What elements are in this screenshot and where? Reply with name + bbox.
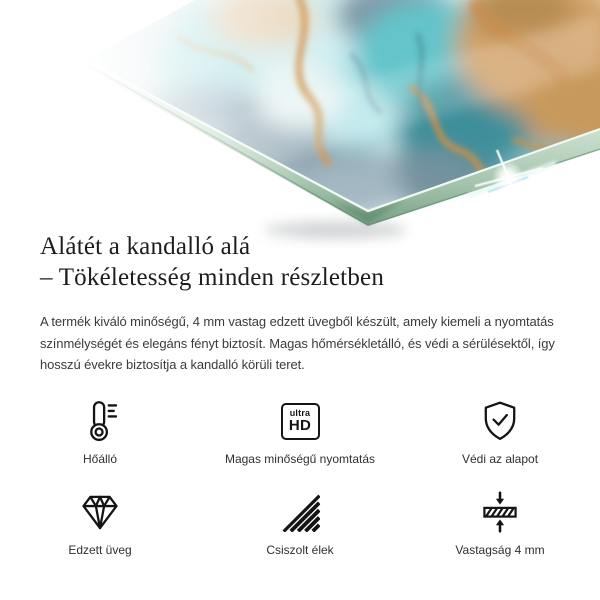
- feature-polished-edges: [200, 489, 400, 558]
- page-title-line2: – Tökéletesség minden részletben: [40, 264, 385, 291]
- glass-panel-image: [0, 0, 600, 250]
- thermometer-icon: [78, 398, 122, 444]
- feature-tempered-glass: [0, 489, 200, 558]
- feature-print-quality: [200, 398, 400, 467]
- ultra-hd-bottom-text: HD: [288, 417, 312, 434]
- product-photo: [0, 0, 600, 250]
- page-title-line1: Alátét a kandalló alá: [40, 233, 251, 260]
- feature-base-protection: [400, 398, 600, 467]
- feature-label: Edzett üveg: [68, 543, 132, 557]
- photo-fade: [0, 0, 310, 250]
- feature-label: Csiszolt élek: [266, 543, 334, 557]
- feature-heat-resistant: [0, 398, 200, 467]
- feature-thickness: [400, 489, 600, 558]
- feature-label: Magas minőségű nyomtatás: [224, 452, 376, 466]
- feature-label: Vastagság 4 mm: [455, 543, 545, 557]
- feature-label: Védi az alapot: [461, 452, 539, 466]
- product-description: A termék kiváló minőségű, 4 mm vastag edzett üvegből készült, amely kiemeli a nyomtatás színmélységét és elegáns fényt biztosít. Magas hőmérsékletálló, és védi a sérülésektől, így hosszú évekre biztosítja a kandalló körüli teret.: [40, 314, 555, 372]
- features-grid: [0, 398, 600, 558]
- polished-edges-icon: [278, 489, 322, 535]
- thickness-compress-icon: [478, 489, 522, 535]
- diamond-icon: [78, 489, 122, 535]
- page-title: [40, 231, 384, 293]
- feature-label: Hőálló: [82, 452, 118, 466]
- ultra-hd-icon: [281, 398, 320, 444]
- ultra-hd-top-text: ultra: [289, 408, 311, 418]
- shield-check-icon: [478, 398, 522, 444]
